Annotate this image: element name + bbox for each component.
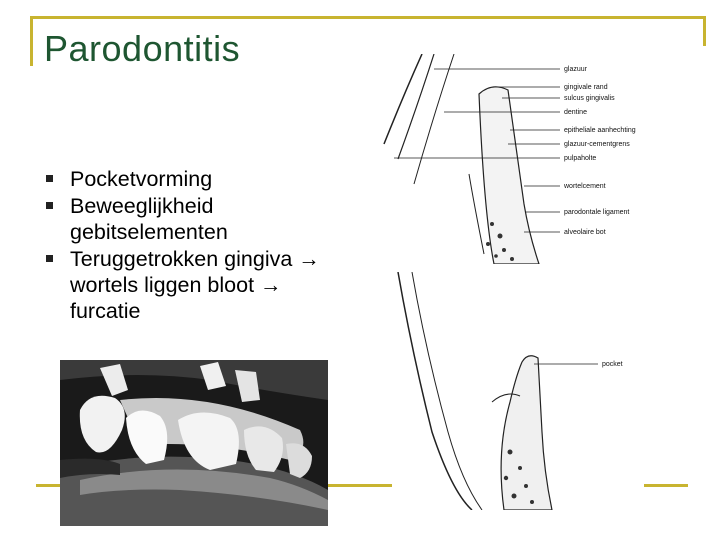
frame-right-line xyxy=(703,16,706,46)
tooth-anatomy-diagram xyxy=(374,54,650,264)
label-pocket: pocket xyxy=(602,361,623,368)
label-epitheliale-aanhechting: epitheliale aanhechting xyxy=(564,127,636,134)
pocket-diagram xyxy=(392,272,644,510)
label-glazuur: glazuur xyxy=(564,66,587,73)
label-alveolaire-bot: alveolaire bot xyxy=(564,229,606,236)
bullet-list xyxy=(46,166,346,325)
label-gingivale-rand: gingivale rand xyxy=(564,84,608,91)
dog-teeth-photo xyxy=(60,360,328,526)
bullet-text: Teruggetrokken gingiva → wortels liggen bloot → furcatie xyxy=(70,247,320,323)
label-dentine: dentine xyxy=(564,109,587,116)
square-bullet-icon xyxy=(46,202,53,209)
bullet-item xyxy=(46,246,346,324)
square-bullet-icon xyxy=(46,255,53,262)
label-parodontale-ligament: parodontale ligament xyxy=(564,209,630,216)
bullet-item xyxy=(46,193,346,245)
bullet-text: Beweeglijkheid gebitselementen xyxy=(70,194,228,244)
slide-title: Parodontitis xyxy=(44,28,241,69)
bullet-item xyxy=(46,166,346,192)
frame-top-line xyxy=(30,16,706,19)
square-bullet-icon xyxy=(46,175,53,182)
label-wortelcement: wortelcement xyxy=(564,183,606,190)
label-pulpaholte: pulpaholte xyxy=(564,155,597,162)
frame-left-line xyxy=(30,16,33,66)
label-glazuur-cementgrens: glazuur-cementgrens xyxy=(564,141,630,148)
bullet-text: Pocketvorming xyxy=(70,167,213,191)
label-sulcus-gingivalis: sulcus gingivalis xyxy=(564,95,615,102)
